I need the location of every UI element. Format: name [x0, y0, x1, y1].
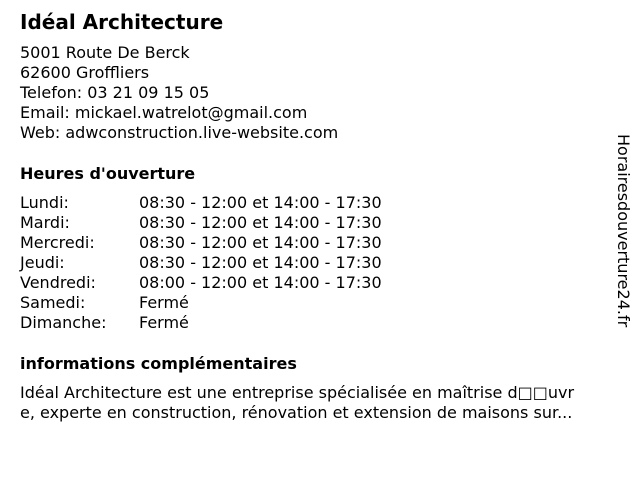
day-label: Vendredi: [20, 273, 96, 292]
business-name: Idéal Architecture [20, 10, 224, 34]
description [20, 383, 630, 423]
day-hours: Fermé [139, 293, 189, 312]
day-hours: 08:30 - 12:00 et 14:00 - 17:30 [139, 233, 382, 252]
description-line: Idéal Architecture est une entreprise spécialisée en maîtrise d□□uvr [20, 383, 575, 402]
info-heading: informations complémentaires [20, 354, 297, 373]
day-label: Dimanche: [20, 313, 107, 332]
day-hours: 08:30 - 12:00 et 14:00 - 17:30 [139, 253, 382, 272]
email-line: Email: mickael.watrelot@gmail.com [20, 103, 308, 122]
day-label: Mercredi: [20, 233, 95, 252]
day-hours: Fermé [139, 313, 189, 332]
hours-heading: Heures d'ouverture [20, 164, 196, 183]
phone-line: Telefon: 03 21 09 15 05 [20, 83, 210, 102]
day-hours: 08:30 - 12:00 et 14:00 - 17:30 [139, 193, 382, 212]
day-label: Jeudi: [20, 253, 65, 272]
day-label: Mardi: [20, 213, 70, 232]
watermark-text: Horairesdouverture24.fr [614, 134, 633, 328]
day-label: Samedi: [20, 293, 86, 312]
description-line: e, experte en construction, rénovation et extension de maisons sur... [20, 403, 573, 422]
day-hours: 08:00 - 12:00 et 14:00 - 17:30 [139, 273, 382, 292]
day-hours: 08:30 - 12:00 et 14:00 - 17:30 [139, 213, 382, 232]
address-street: 5001 Route De Berck [20, 43, 190, 62]
contact-block [20, 43, 338, 143]
web-line: Web: adwconstruction.live-website.com [20, 123, 339, 142]
address-city: 62600 Groffliers [20, 63, 150, 82]
day-label: Lundi: [20, 193, 69, 212]
